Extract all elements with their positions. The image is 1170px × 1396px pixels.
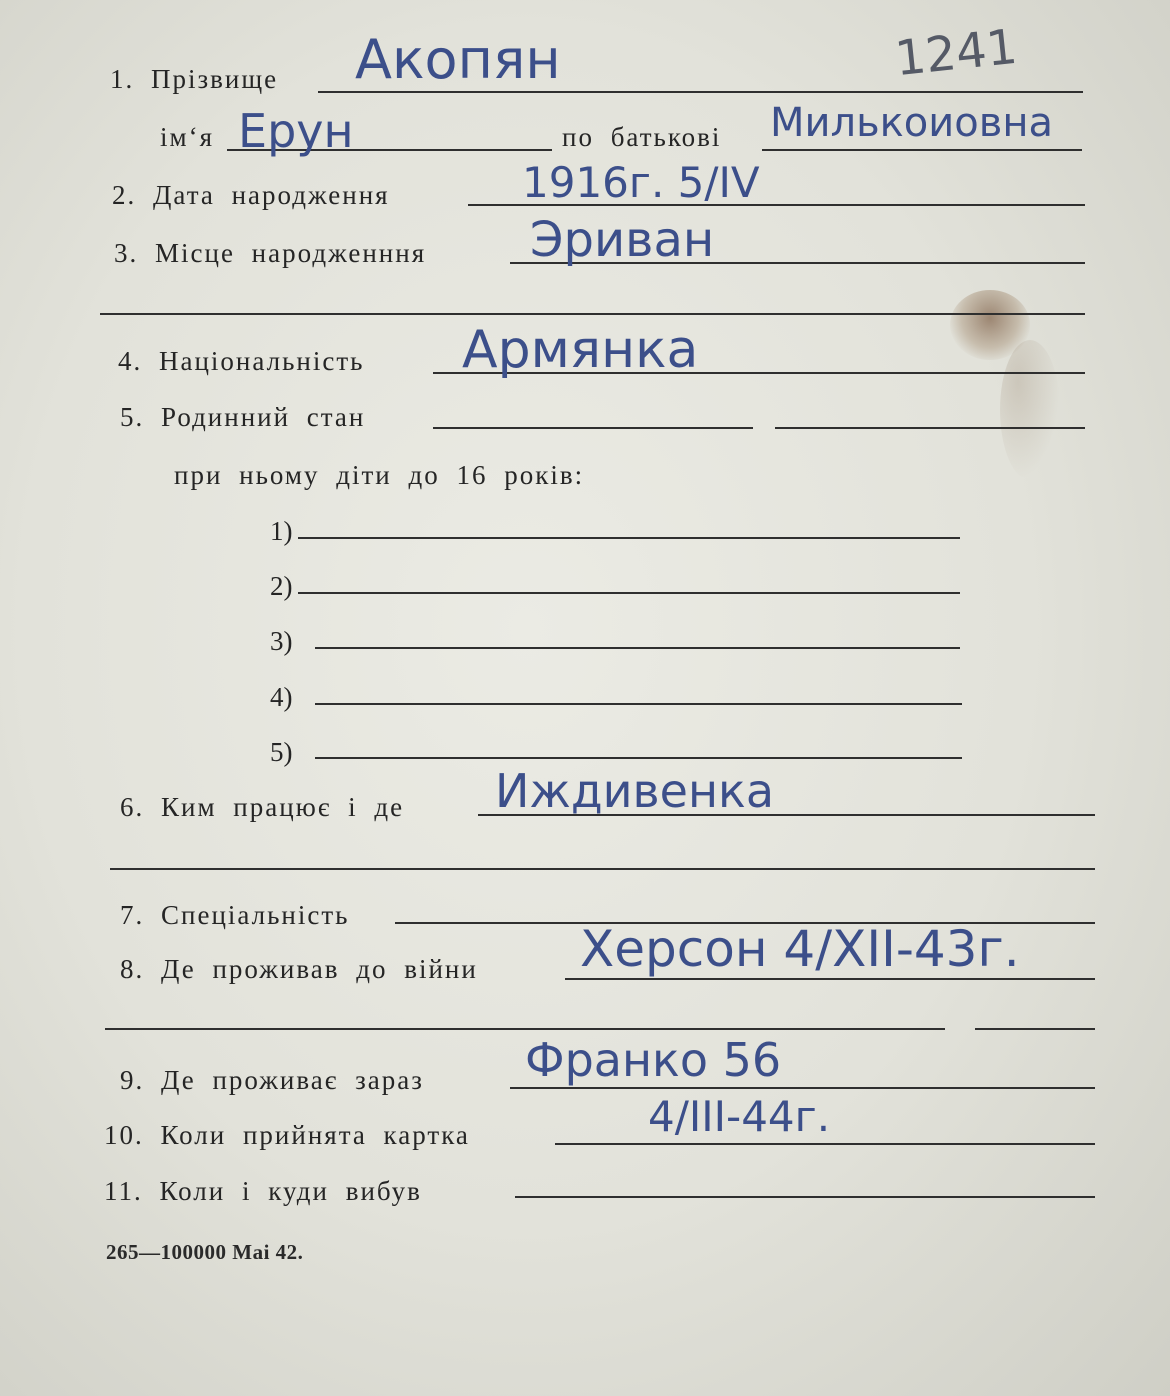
field-line-birth-place-extra [100,313,1085,315]
field-value-card-accepted: 4/III-44г. [648,1092,831,1141]
stain-trail [1000,340,1060,480]
field-value-nationality: Армянка [462,320,699,380]
field-label-first-name: ім‘я [160,122,214,152]
field-label-prewar-residence: 8. Де проживав до війни [120,954,478,984]
field-label-card-accepted: 10. Коли прийнята картка [104,1120,470,1150]
field-line-current-residence [510,1087,1095,1089]
field-label-current-residence: 9. Де проживає зараз [120,1065,424,1095]
field-line-departure [515,1196,1095,1198]
field-label-nationality: 4. Національність [118,346,365,376]
field-label-patronymic: по батькові [562,122,722,152]
child-line-4 [315,703,962,705]
field-label-birth-place: 3. Місце народженння [114,238,427,268]
child-number-4: 4) [270,682,293,712]
field-line-prewar-residence [565,978,1095,980]
children-heading: при ньому діти до 16 років: [174,460,585,490]
field-label-surname: 1. Прізвище [110,64,279,94]
field-value-surname: Акопян [355,28,561,91]
field-line-card-accepted [555,1143,1095,1145]
child-line-5 [315,757,962,759]
field-value-birth-date: 1916г. 5/IV [522,158,760,207]
field-value-prewar-residence: Херсон 4/XII-43г. [580,920,1020,978]
field-label-departure: 11. Коли і куди вибув [104,1176,422,1206]
child-number-2: 2) [270,571,293,601]
field-value-current-residence: Франко 56 [525,1033,782,1087]
field-label-specialty: 7. Спеціальність [120,900,350,930]
child-number-1: 1) [270,516,293,546]
child-line-3 [315,647,960,649]
field-label-occupation: 6. Ким працює і де [120,792,405,822]
field-label-marital-status: 5. Родинний стан [120,402,366,432]
print-run-footer: 265—100000 Mai 42. [106,1240,304,1264]
field-line-marital-status-a [433,427,753,429]
field-line-marital-status-b [775,427,1085,429]
card-number-handwritten: 1241 [892,18,1020,88]
field-line-prewar-residence-extra-b [975,1028,1095,1030]
child-line-1 [298,537,960,539]
field-value-patronymic: Милькоиовна [770,100,1053,146]
field-line-patronymic [762,149,1082,151]
field-value-first-name: Ерун [238,104,354,158]
field-line-prewar-residence-extra-a [105,1028,945,1030]
field-line-surname [318,91,1083,93]
field-label-birth-date: 2. Дата народження [112,180,390,210]
child-number-5: 5) [270,737,293,767]
child-number-3: 3) [270,626,293,656]
child-line-2 [298,592,960,594]
field-value-birth-place: Эриван [530,212,715,268]
field-value-occupation: Иждивенка [495,764,775,818]
field-line-occupation-extra [110,868,1095,870]
